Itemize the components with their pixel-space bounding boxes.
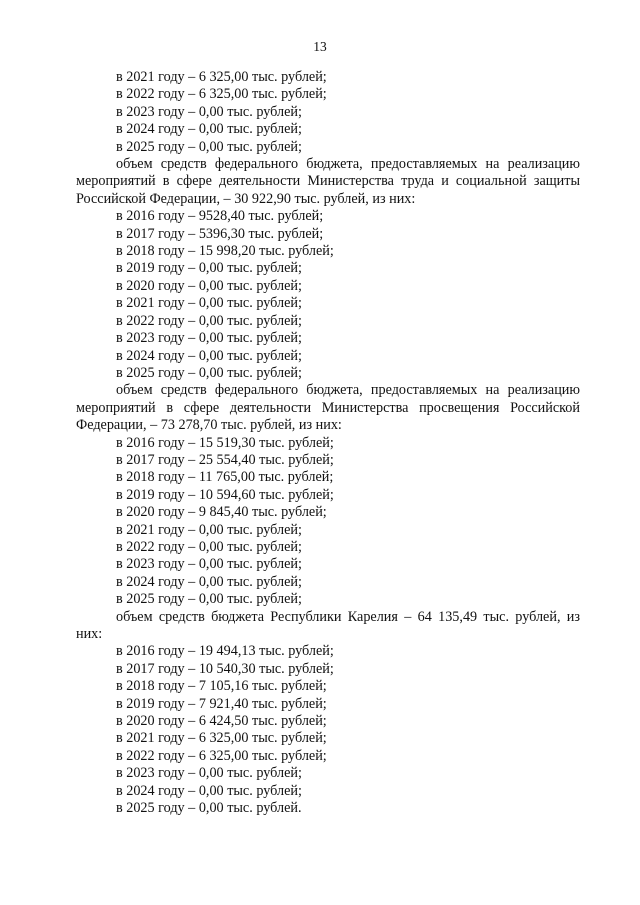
- funding-year-line: в 2022 году – 0,00 тыс. рублей;: [116, 538, 302, 555]
- labor-ministry-funding-list: [76, 208, 580, 382]
- funding-year-line: в 2020 году – 9 845,40 тыс. рублей;: [116, 504, 327, 521]
- funding-year-line: в 2020 году – 6 424,50 тыс. рублей;: [116, 713, 327, 730]
- funding-year-line: в 2023 году – 0,00 тыс. рублей;: [116, 330, 302, 347]
- funding-year-line: в 2025 году – 0,00 тыс. рублей;: [116, 138, 302, 155]
- karelia-budget-funding-list: [76, 643, 580, 817]
- funding-year-line: в 2021 году – 0,00 тыс. рублей;: [116, 521, 302, 538]
- funding-year-line: в 2023 году – 0,00 тыс. рублей;: [116, 765, 302, 782]
- funding-year-line: в 2024 году – 0,00 тыс. рублей;: [116, 573, 302, 590]
- funding-year-line: в 2022 году – 0,00 тыс. рублей;: [116, 312, 302, 329]
- funding-year-line: в 2021 году – 0,00 тыс. рублей;: [116, 295, 302, 312]
- funding-year-line: в 2024 году – 0,00 тыс. рублей;: [116, 121, 302, 138]
- funding-year-line: в 2024 году – 0,00 тыс. рублей;: [116, 347, 302, 364]
- funding-year-line: в 2017 году – 5396,30 тыс. рублей;: [116, 225, 324, 242]
- funding-year-line: в 2018 году – 15 998,20 тыс. рублей;: [116, 243, 334, 260]
- funding-year-line: в 2019 году – 0,00 тыс. рублей;: [116, 260, 302, 277]
- funding-year-line: в 2018 году – 7 105,16 тыс. рублей;: [116, 678, 327, 695]
- funding-year-line: в 2021 году – 6 325,00 тыс. рублей;: [116, 730, 327, 747]
- education-ministry-paragraph: объем средств федерального бюджета, предоставляемых на реализацию мероприятий в сфере деятельности Министерства просвещения Российской Федерации, – 73 278,70 тыс. рублей, из них:: [76, 382, 580, 434]
- funding-year-line: в 2021 году – 6 325,00 тыс. рублей;: [116, 69, 327, 85]
- funding-year-line: в 2016 году – 9528,40 тыс. рублей;: [116, 208, 324, 225]
- funding-year-line: в 2019 году – 7 921,40 тыс. рублей;: [116, 695, 327, 712]
- document-body: [76, 69, 580, 817]
- funding-year-line: в 2022 году – 6 325,00 тыс. рублей;: [116, 86, 327, 103]
- funding-year-line: в 2016 году – 19 494,13 тыс. рублей;: [116, 643, 334, 660]
- education-ministry-funding-list: [76, 435, 580, 609]
- funding-year-line: в 2023 году – 0,00 тыс. рублей;: [116, 103, 302, 120]
- funding-list-continued: [76, 69, 580, 156]
- funding-year-line: в 2023 году – 0,00 тыс. рублей;: [116, 556, 302, 573]
- funding-year-line: в 2025 году – 0,00 тыс. рублей.: [116, 800, 302, 817]
- funding-year-line: в 2019 году – 10 594,60 тыс. рублей;: [116, 486, 334, 503]
- funding-year-line: в 2018 году – 11 765,00 тыс. рублей;: [116, 469, 334, 486]
- funding-year-line: в 2017 году – 10 540,30 тыс. рублей;: [116, 660, 334, 677]
- funding-year-line: в 2020 году – 0,00 тыс. рублей;: [116, 277, 302, 294]
- funding-year-line: в 2025 году – 0,00 тыс. рублей;: [116, 364, 302, 381]
- funding-year-line: в 2022 году – 6 325,00 тыс. рублей;: [116, 747, 327, 764]
- page-number: 13: [313, 39, 327, 54]
- karelia-budget-paragraph: объем средств бюджета Республики Карелия – 64 135,49 тыс. рублей, из них:: [76, 608, 580, 642]
- funding-year-line: в 2016 году – 15 519,30 тыс. рублей;: [116, 434, 334, 451]
- funding-year-line: в 2025 году – 0,00 тыс. рублей;: [116, 591, 302, 608]
- funding-year-line: в 2024 году – 0,00 тыс. рублей;: [116, 782, 302, 799]
- funding-year-line: в 2017 году – 25 554,40 тыс. рублей;: [116, 451, 334, 468]
- labor-ministry-paragraph: объем средств федерального бюджета, предоставляемых на реализацию мероприятий в сфере деятельности Министерства труда и социальной защиты Российской Федерации, – 30 922,90 тыс. рублей, из них:: [76, 156, 580, 207]
